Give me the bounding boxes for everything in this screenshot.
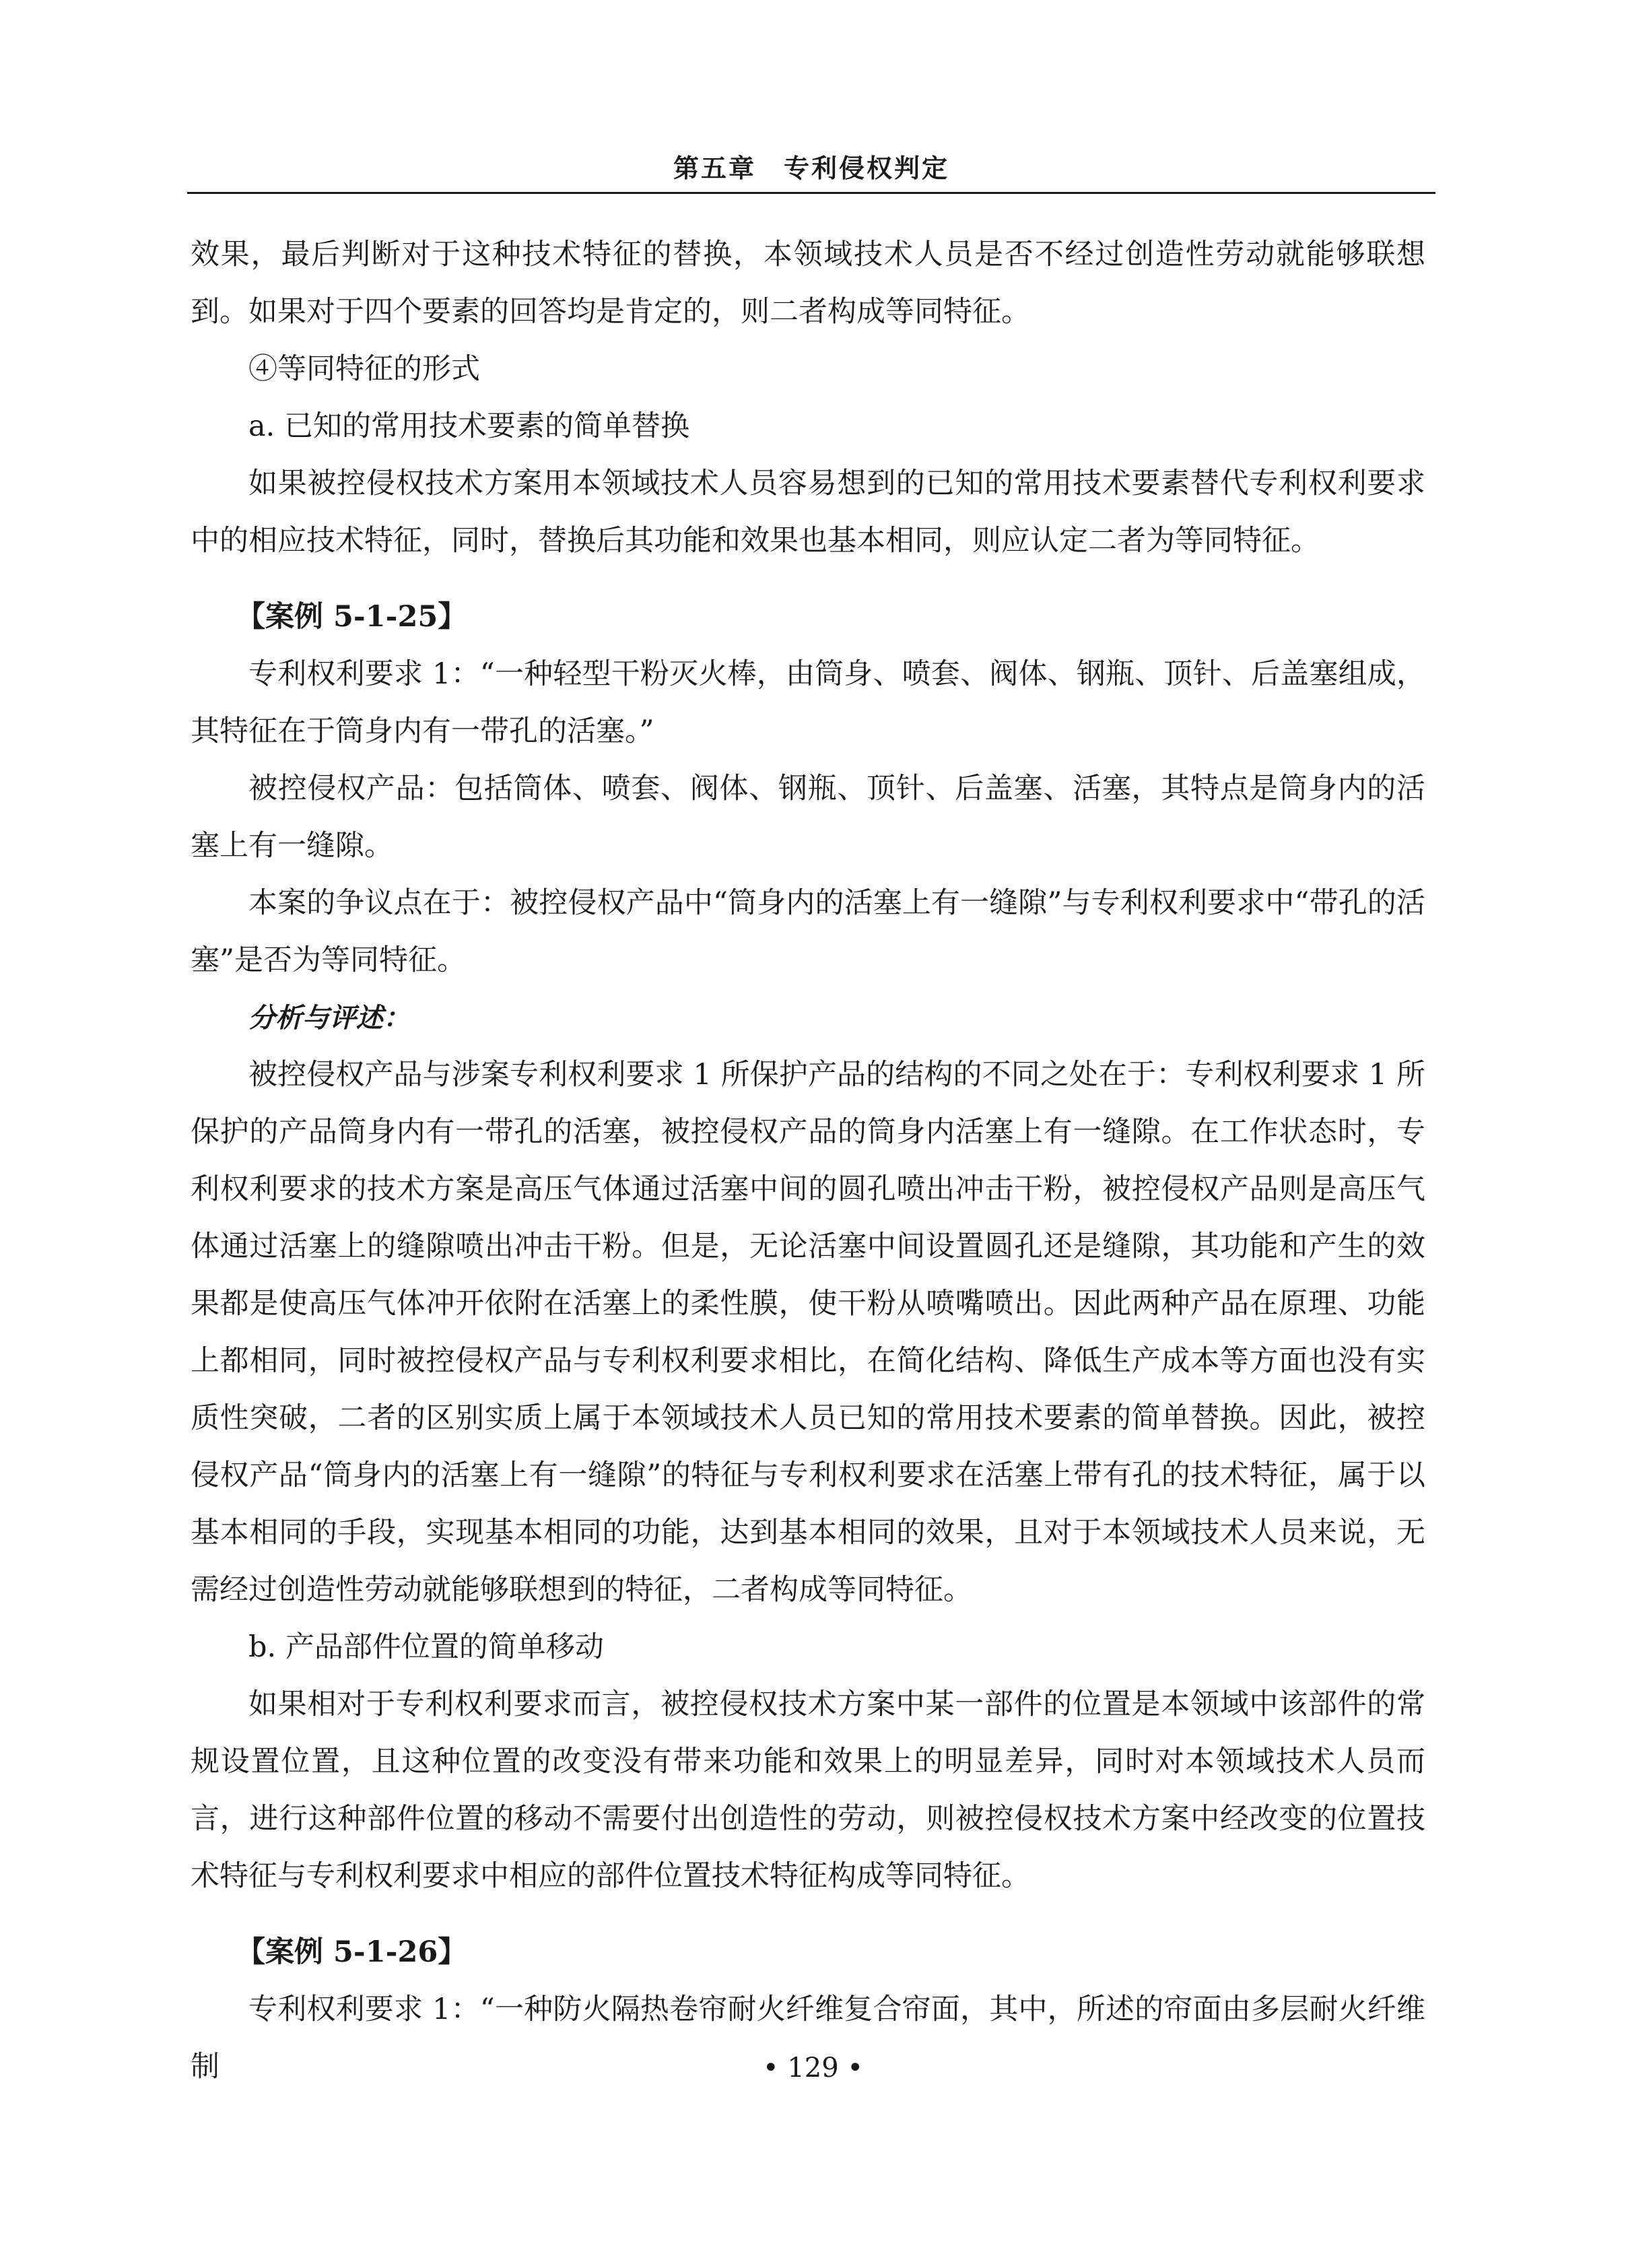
analysis-paragraph: 被控侵权产品与涉案专利权利要求 1 所保护产品的结构的不同之处在于：专利权利要求 1 所保护的产品筒身内有一带孔的活塞，被控侵权产品的筒身内活塞上有一缝隙。在工作状态时，专利权利要求的技术方案是高压气体通过活塞中间的圆孔喷出冲击干粉，被控侵权产品则是高压气体通过活塞上的缝隙喷出冲击干粉。但是，无论活塞中间设置圆孔还是缝隙，其功能和产生的效果都是使高压气体冲开依附在活塞上的柔性膜，使干粉从喷嘴喷出。因此两种产品在原理、功能上都相同，同时被控侵权产品与专利权利要求相比，在简化结构、降低生产成本等方面也没有实质性突破，二者的区别实质上属于本领域技术人员已知的常用技术要素的简单替换。因此，被控侵权产品“筒身内的活塞上有一缝隙”的特征与专利权利要求在活塞上带有孔的技术特征，属于以基本相同的手段，实现基本相同的功能，达到基本相同的效果，且对于本领域技术人员来说，无需经过创造性劳动就能够联想到的特征，二者构成等同特征。 [191,1058,1425,1607]
subheading: a. 已知的常用技术要素的简单替换 [248,409,689,443]
list-heading: ④等同特征的形式 [248,352,480,386]
case-title: 【案例 5-1-26】 [236,1935,467,1969]
case-paragraph: 被控侵权产品：包括筒体、喷套、阀体、钢瓶、顶针、后盖塞、活塞，其特点是筒身内的活塞上有一缝隙。 [191,772,1425,863]
analysis-heading: 分析与评述： [248,1002,410,1034]
case-title: 【案例 5-1-25】 [236,600,467,634]
case-paragraph: 本案的争议点在于：被控侵权产品中“筒身内的活塞上有一缝隙”与专利权利要求中“带孔的活塞”是否为等同特征。 [191,886,1425,977]
case-paragraph: 专利权利要求 1：“一种防火隔热卷帘耐火纤维复合帘面，其中，所述的帘面由多层耐火纤维制 [191,1993,1425,2083]
case-paragraph: 专利权利要求 1：“一种轻型干粉灭火棒，由筒身、喷套、阀体、钢瓶、顶针、后盖塞组成，其特征在于筒身内有一带孔的活塞。” [191,657,1425,748]
paragraph: 效果，最后判断对于这种技术特征的替换，本领域技术人员是否不经过创造性劳动就能够联想到。如果对于四个要素的回答均是肯定的，则二者构成等同特征。 [191,238,1425,329]
subheading: b. 产品部件位置的简单移动 [248,1630,604,1664]
paragraph: 如果被控侵权技术方案用本领域技术人员容易想到的已知的常用技术要素替代专利权利要求中的相应技术特征，同时，替换后其功能和效果也基本相同，则应认定二者为等同特征。 [191,467,1425,558]
page-body [191,226,1425,2096]
running-header [187,145,1435,194]
paragraph: 如果相对于专利权利要求而言，被控侵权技术方案中某一部件的位置是本领域中该部件的常规设置位置，且这种位置的改变没有带来功能和效果上的明显差异，同时对本领域技术人员而言，进行这种部件位置的移动不需要付出创造性的劳动，则被控侵权技术方案中经改变的位置技术特征与专利权利要求中相应的部件位置技术特征构成等同特征。 [191,1688,1425,1893]
page-number: • 129 • [763,2053,863,2083]
chapter-title: 第五章 专利侵权判定 [673,153,949,183]
